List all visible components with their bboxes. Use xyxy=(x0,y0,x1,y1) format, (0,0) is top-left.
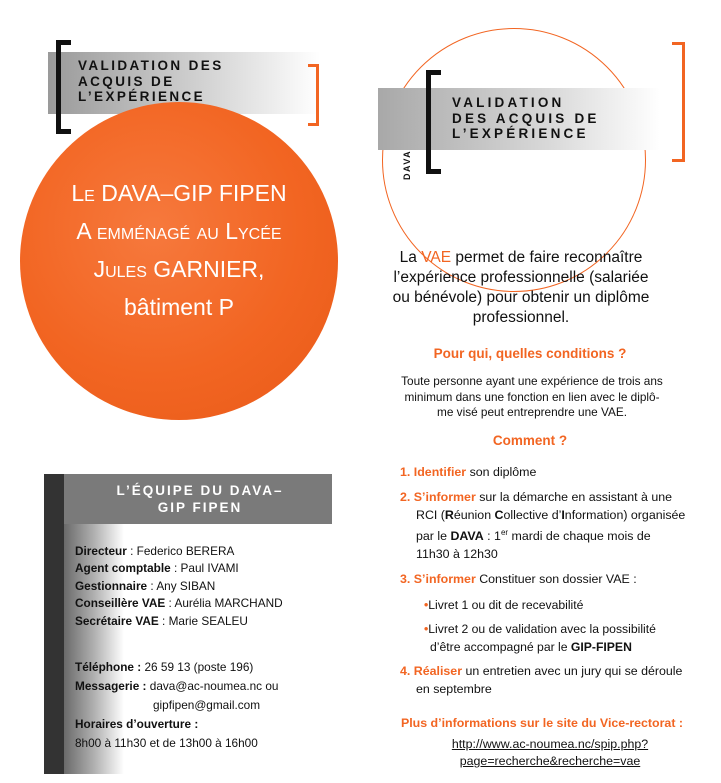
contact-info xyxy=(75,658,337,753)
team-member: Conseillère VAE : Aurélia MARCHAND xyxy=(75,596,283,611)
opening-hours-label: Horaires d’ouverture : xyxy=(75,717,199,731)
step-3-livret-2: •Livret 2 ou de validation avec la possibilité d’être accompagné par le GIP-FIPEN xyxy=(424,622,656,654)
left-banner-bracket-left xyxy=(56,40,71,134)
team-member: Agent comptable : Paul IVAMI xyxy=(75,561,239,576)
step-2: 2. S’informer sur la démarche en assistant à une RCI (Réunion Collective d’Information) organisée par le DAVA : 1er mardi de chaque mois de 11h30 à 12h30 xyxy=(400,490,686,562)
conditions-text: Toute personne ayant une expérience de trois ans minimum dans une fonction en lien avec le diplô- me visé peut entreprendre une VAE. xyxy=(401,374,663,419)
team-panel-dark-edge xyxy=(44,474,64,774)
step-4: 4. Réaliser un entretien avec un jury qui se déroule en septembre xyxy=(400,664,683,696)
step-1: 1. Identifier son diplôme xyxy=(400,465,537,479)
vae-highlight: VAE xyxy=(421,249,452,266)
phone: Téléphone : 26 59 13 (poste 196) xyxy=(75,660,254,674)
vae-intro: La VAE permet de faire reconnaître l’expérience professionnelle (salariée ou bénévole) pour obtenir un diplôme professionnel. xyxy=(392,249,650,326)
opening-hours: 8h00 à 11h30 et de 13h00 à 16h00 xyxy=(75,736,258,750)
right-banner-title: VALIDATION DES ACQUIS DE L’EXPÉRIENCE xyxy=(452,95,600,141)
step-3-livret-1: •Livret 1 ou dit de recevabilité xyxy=(424,598,584,612)
email-secondary[interactable]: gipfipen@gmail.com xyxy=(153,698,261,712)
step-3: 3. S’informer Constituer son dossier VAE : xyxy=(400,572,637,586)
team-members xyxy=(75,543,335,630)
left-banner-title: VALIDATION DES ACQUIS DE L’EXPÉRIENCE xyxy=(78,58,224,104)
relocation-notice: Le DAVA–GIP FIPEN A emménagé au Lycée Jules GARNIER, bâtiment P xyxy=(71,180,287,320)
comment-heading: Comment ? xyxy=(492,433,568,448)
right-banner-bracket-left xyxy=(426,70,441,174)
more-info-heading: Plus d’informations sur le site du Vice-rectorat : xyxy=(400,716,684,730)
team-member: Directeur : Federico BERERA xyxy=(75,544,235,558)
team-title: L’ÉQUIPE DU DAVA– GIP FIPEN xyxy=(116,483,284,515)
team-member: Secrétaire VAE : Marie SEALEU xyxy=(75,613,248,628)
team-member: Gestionnaire : Any SIBAN xyxy=(75,578,216,593)
email[interactable]: Messagerie : dava@ac-noumea.nc ou xyxy=(75,679,279,693)
vice-rectorat-link[interactable]: http://www.ac-noumea.nc/spip.php? page=recherche&recherche=vae xyxy=(451,737,649,768)
dava-vertical-label: DAVA xyxy=(402,149,412,180)
conditions-heading: Pour qui, quelles conditions ? xyxy=(433,346,627,361)
